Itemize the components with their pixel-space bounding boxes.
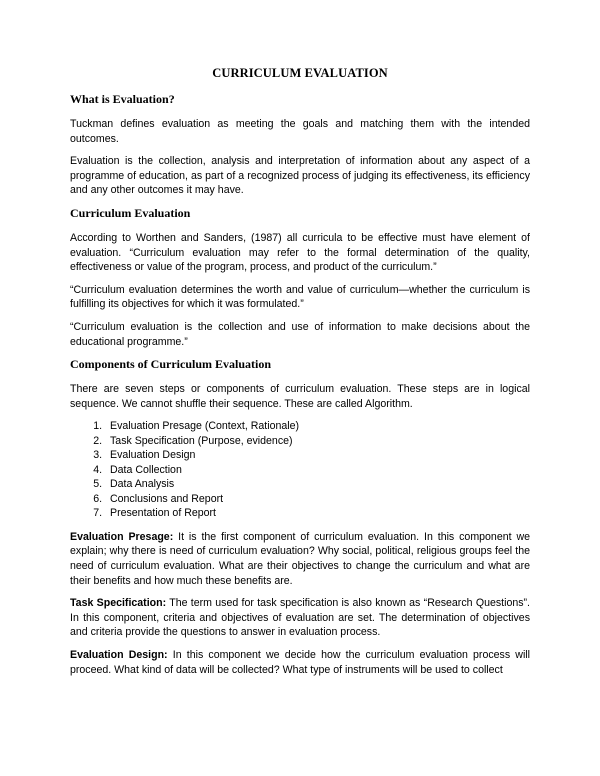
text-evaluation-design: In this component we decide how the curriculum evaluation process will proceed. What kind of data will be collected? What type of instruments will be used to collect [70,648,531,676]
list-item: 6. Conclusions and Report [105,492,530,507]
paragraph-evaluation-definition: Evaluation is the collection, analysis and interpretation of information about any aspect of a programme of education, as part of a recognized process of judging its effectiveness, its efficiency and any other outcomes it may have. [70,155,530,197]
list-item: 3. Evaluation Design [105,448,530,463]
heading-curriculum-evaluation: Curriculum Evaluation [70,205,191,220]
term-evaluation-design: Evaluation Design: [70,648,168,661]
list-item: 4. Data Collection [105,463,530,478]
document-page [70,66,530,685]
list-item: 1. Evaluation Presage (Context, Rationale) [105,419,530,434]
heading-components: Components of Curriculum Evaluation [70,357,272,372]
list-item: 2. Task Specification (Purpose, evidence) [105,434,530,449]
paragraph-task-specification [70,596,530,640]
list-item: 7. Presentation of Report [105,506,530,521]
text-evaluation-presage: It is the first component of curriculum evaluation. In this component we explain; why there is need of curriculum evaluation? Why social, political, religious groups feel the need of curriculum evaluation. What are their objectives to change the curriculum and what are their benefits and how much these benefits are. [70,530,530,587]
term-task-specification: Task Specification: [70,597,167,610]
paragraph-evaluation-presage [70,530,530,588]
paragraph-components-intro: There are seven steps or components of curriculum evaluation. These steps are in logical sequence. We cannot shuffle their sequence. These are called Algorithm. [70,383,530,410]
paragraph-collection-and-use: “Curriculum evaluation is the collection and use of information to make decisions about the educational programme.” [70,320,530,348]
term-evaluation-presage: Evaluation Presage: [70,530,174,543]
steps-list [70,419,530,521]
list-item: 5. Data Analysis [105,477,530,492]
page-title: CURRICULUM EVALUATION [212,66,388,80]
text-task-specification: The term used for task specification is also known as “Research Questions”. In this component, criteria and objectives of evaluation are set. The determination of objectives and criteria provide the questions to answer in evaluation process. [70,597,530,639]
heading-what-is-evaluation: What is Evaluation? [70,92,175,106]
paragraph-evaluation-design [70,648,530,677]
paragraph-tuckman: Tuckman defines evaluation as meeting the goals and matching them with the intended outcomes. [70,118,530,145]
paragraph-worth-and-value: “Curriculum evaluation determines the worth and value of curriculum—whether the curriculum is fulfilling its objectives for which it was formulated.” [70,283,530,311]
paragraph-worthen-sanders: According to Worthen and Sanders, (1987) all curricula to be effective must have element of evaluation. “Curriculum evaluation may refer to the formal determination of the quality, effectiveness or value of the program, process, and product of the curriculum.” [70,231,530,274]
